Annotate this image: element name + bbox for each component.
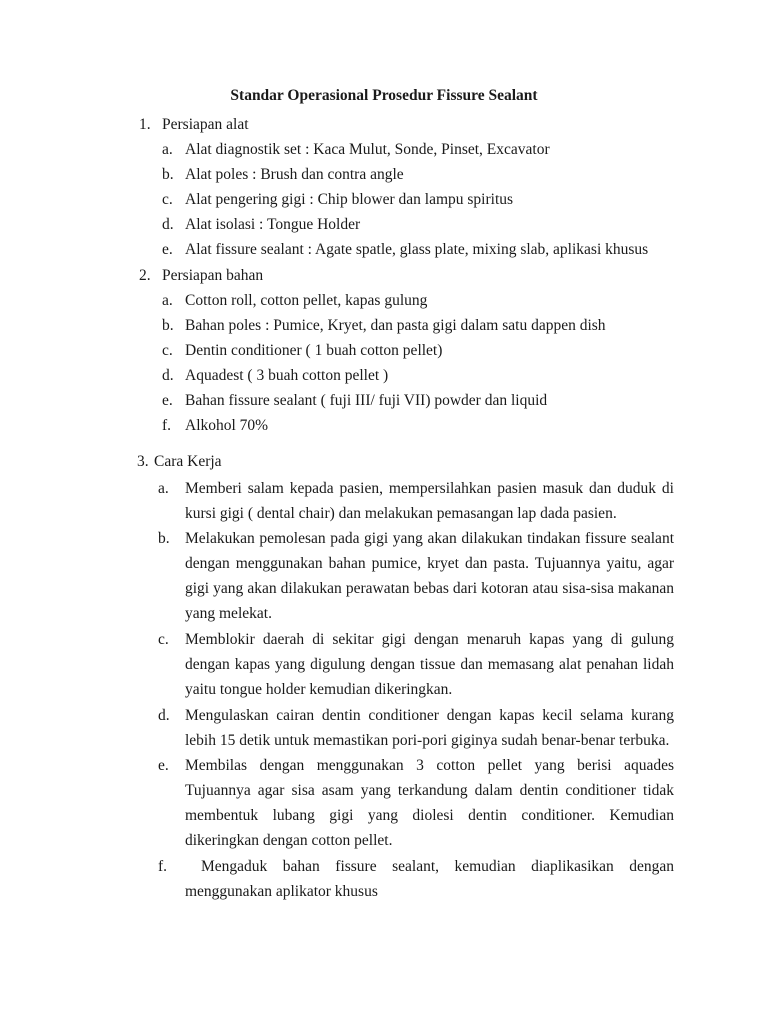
- list-item: Bahan fissure sealant ( fuji III/ fuji VII) powder dan liquid: [185, 392, 548, 409]
- list-item: Alat pengering gigi : Chip blower dan lampu spiritus: [185, 191, 514, 208]
- list-marker: f.: [162, 417, 172, 434]
- section-number: 3.: [137, 453, 149, 470]
- list-item: Cotton roll, cotton pellet, kapas gulung: [185, 292, 428, 309]
- section-heading: Persiapan bahan: [162, 267, 264, 284]
- list-marker: a.: [162, 292, 173, 309]
- list-marker: e.: [158, 757, 169, 774]
- list-item: Alat diagnostik set : Kaca Mulut, Sonde, Pinset, Excavator: [185, 141, 550, 158]
- list-item: Alat poles : Brush dan contra angle: [185, 166, 404, 183]
- list-marker: e.: [162, 241, 173, 258]
- list-item: Alat isolasi : Tongue Holder: [185, 216, 361, 233]
- list-item: Alat fissure sealant : Agate spatle, glass plate, mixing slab, aplikasi khusus: [185, 241, 649, 258]
- list-marker: d.: [158, 707, 170, 724]
- list-item: Membilas dengan menggunakan 3 cotton pellet yang berisi aquades Tujuannya agar sisa asam yang terkandung dalam dentin conditioner tidak membentuk lubang gigi yang diolesi dentin conditioner. Kemudian dikeringkan dengan cotton pellet.: [185, 757, 674, 849]
- document-title: Standar Operasional Prosedur Fissure Sealant: [230, 87, 538, 104]
- list-item: Bahan poles : Pumice, Kryet, dan pasta gigi dalam satu dappen dish: [185, 317, 606, 334]
- list-item: Mengulaskan cairan dentin conditioner dengan kapas kecil selama kurang lebih 15 detik untuk memastikan pori-pori giginya sudah benar-benar terbuka.: [185, 707, 674, 749]
- section-heading: Cara Kerja: [154, 453, 222, 470]
- list-marker: a.: [158, 480, 169, 497]
- section-number: 1.: [139, 116, 151, 133]
- list-item: Memberi salam kepada pasien, mempersilahkan pasien masuk dan duduk di kursi gigi ( dental chair) dan melakukan pemasangan lap dada pasien.: [185, 480, 674, 522]
- list-marker: b.: [162, 166, 174, 183]
- list-marker: d.: [162, 367, 174, 384]
- list-item: Aquadest ( 3 buah cotton pellet ): [185, 367, 389, 384]
- list-marker: d.: [162, 216, 174, 233]
- section-number: 2.: [139, 267, 151, 284]
- list-marker: c.: [162, 342, 173, 359]
- list-item: Dentin conditioner ( 1 buah cotton pellet): [185, 342, 443, 359]
- list-marker: e.: [162, 392, 173, 409]
- list-marker: a.: [162, 141, 173, 158]
- list-marker: f.: [158, 858, 168, 875]
- list-marker: c.: [162, 191, 173, 208]
- section-heading: Persiapan alat: [162, 116, 249, 133]
- list-marker: b.: [162, 317, 174, 334]
- list-item: Mengaduk bahan fissure sealant, kemudian diaplikasikan dengan menggunakan aplikator khusus: [185, 858, 674, 900]
- list-marker: c.: [158, 631, 169, 648]
- list-item: Alkohol 70%: [185, 417, 269, 434]
- list-item: Melakukan pemolesan pada gigi yang akan dilakukan tindakan fissure sealant dengan menggunakan bahan pumice, kryet dan pasta. Tujuannya yaitu, agar gigi yang akan dilakukan perawatan bebas dari kotoran atau sisa-sisa makanan yang melekat.: [185, 530, 674, 622]
- list-item: Memblokir daerah di sekitar gigi dengan menaruh kapas yang di gulung dengan kapas yang digulung dengan tissue dan memasang alat penahan lidah yaitu tongue holder kemudian dikeringkan.: [185, 631, 674, 698]
- list-marker: b.: [158, 530, 170, 547]
